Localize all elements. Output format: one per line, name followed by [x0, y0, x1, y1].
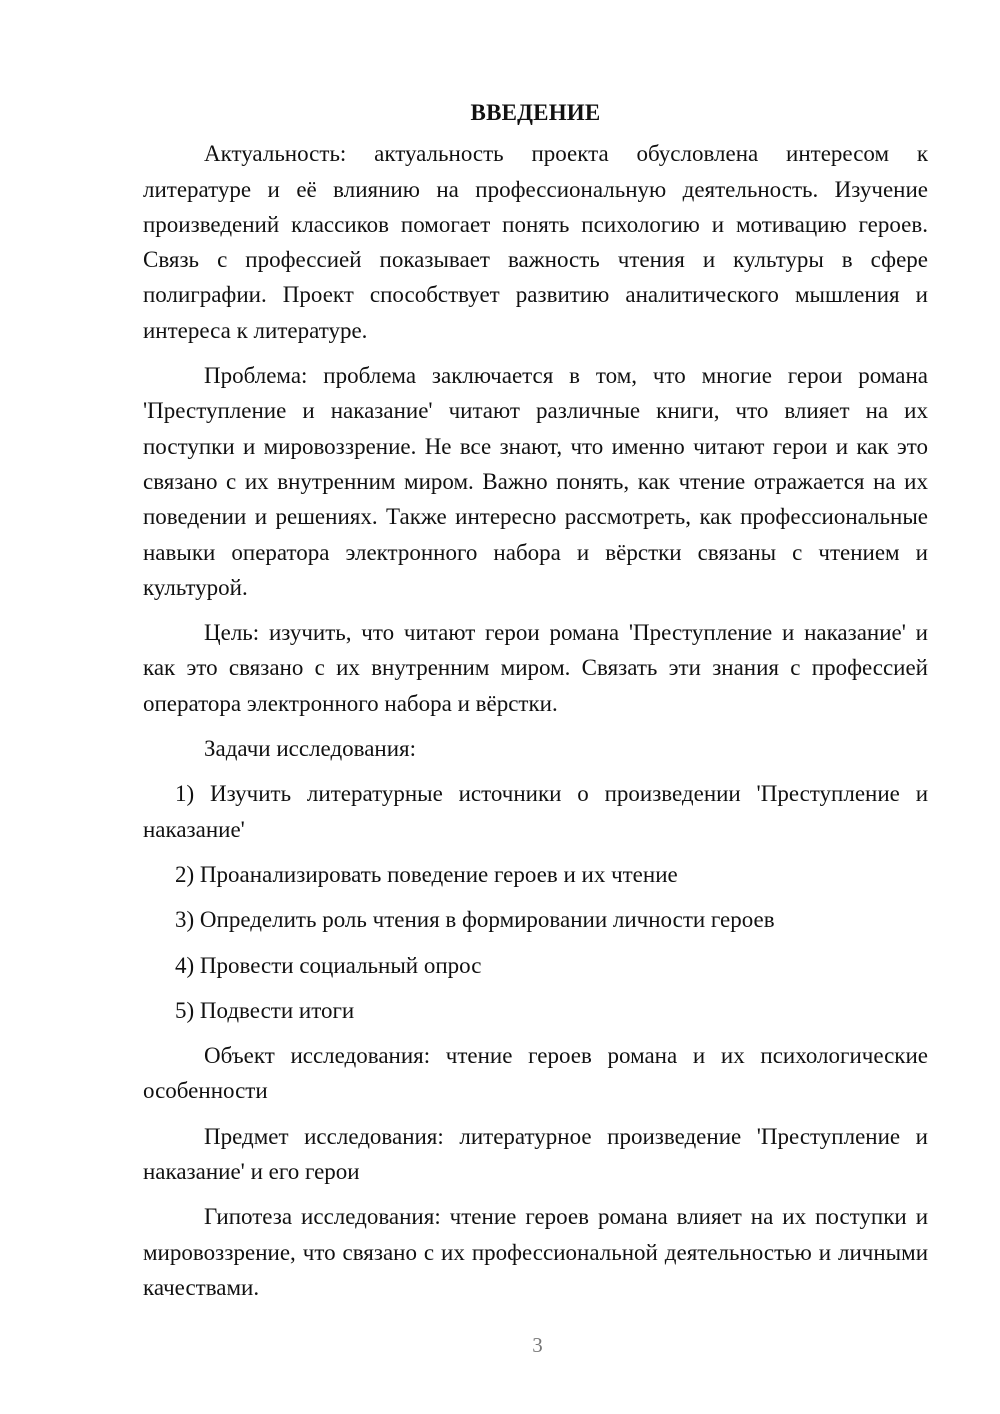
hypothesis-paragraph: Гипотеза исследования: чтение героев романа влияет на их поступки и мировоззрение, что связано с их профессиональной деятельностью и личными качествами. [143, 1204, 928, 1300]
task-item: 3) Определить роль чтения в формировании личности героев [175, 907, 775, 933]
task-item: 5) Подвести итоги [175, 997, 355, 1023]
task-item: 2) Проанализировать поведение героев и их чтение [175, 861, 678, 887]
page-content [143, 95, 928, 1305]
tasks-title: Задачи исследования: [204, 736, 417, 762]
task-item: 1) Изучить литературные источники о произведении 'Преступление и наказание' [143, 781, 928, 842]
task-item: 4) Провести социальный опрос [175, 952, 482, 978]
problem-paragraph: Проблема: проблема заключается в том, что многие герои романа 'Преступление и наказание' читают различные книги, что влияет на их поступки и мировоззрение. Не все знают, что именно читают герои и как это связано с их внутренним миром. Важно понять, как чтение отражается на их поведении и решениях. Также интересно рассмотреть, как профессиональные навыки оператора электронного набора и вёрстки связаны с чтением и культурой. [143, 363, 928, 600]
relevance-paragraph: Актуальность: актуальность проекта обусловлена интересом к литературе и её влиянию на профессиональную деятельность. Изучение произведений классиков помогает понять психологию и мотивацию героев. Связь с профессией показывает важность чтения и культуры в сфере полиграфии. Проект способствует развитию аналитического мышления и интереса к литературе. [143, 141, 928, 343]
subject-paragraph: Предмет исследования: литературное произведение 'Преступление и наказание' и его герои [143, 1123, 928, 1185]
section-heading: ВВЕДЕНИЕ [470, 100, 601, 125]
page-number: 3 [532, 1333, 543, 1357]
object-paragraph: Объект исследования: чтение героев романа и их психологические особенности [143, 1043, 928, 1104]
goal-paragraph: Цель: изучить, что читают герои романа 'Преступление и наказание' и как это связано с их внутренним миром. Связать эти знания с профессией оператора электронного набора и вёрстки. [143, 620, 928, 716]
